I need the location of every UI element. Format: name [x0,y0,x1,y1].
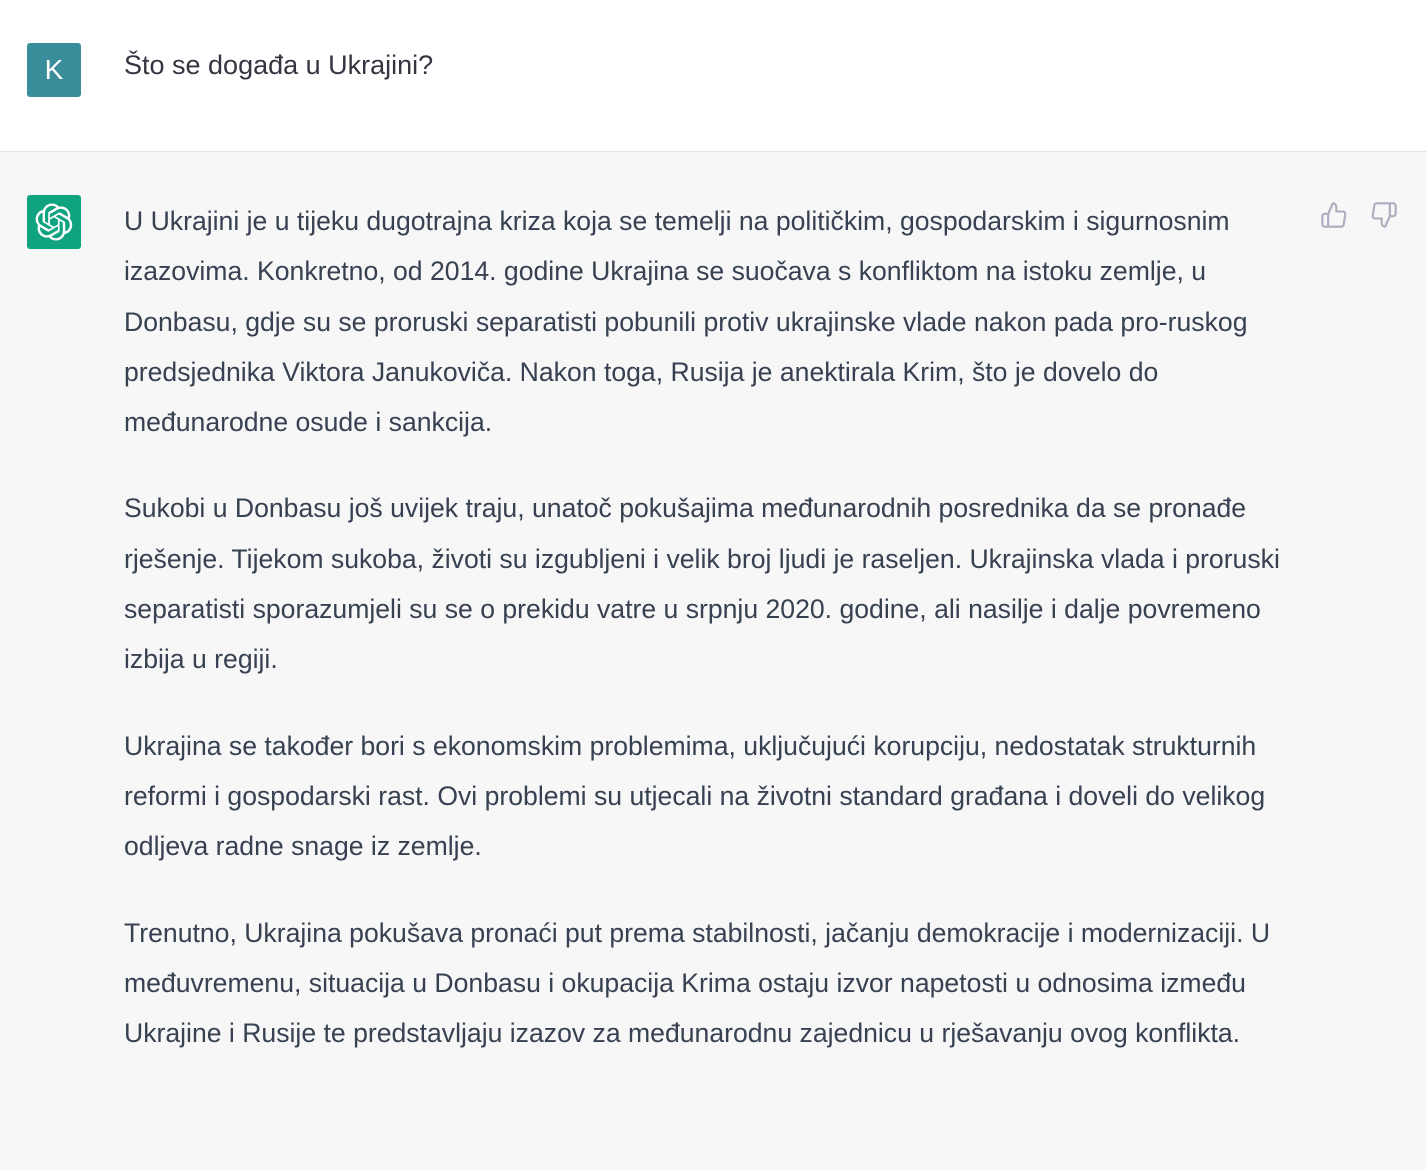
thumbs-down-icon [1370,201,1398,234]
assistant-message-text [124,196,1304,1094]
thumbs-down-button[interactable] [1368,201,1400,233]
assistant-message-row [0,152,1426,1170]
user-message-text: Što se događa u Ukrajini? [124,50,434,80]
answer-paragraph: Trenutno, Ukrajina pokušava pronaći put prema stabilnosti, jačanju demokracije i modernizaciji. U međuvremenu, situacija u Donbasu i okupacija Krima ostaju izvor napetosti u odnosima između Ukrajine i Rusije te predstavljaju izazov za međunarodnu zajednicu u rješavanju ovog konflikta. [124,917,1271,1049]
answer-paragraph: Ukrajina se također bori s ekonomskim problemima, uključujući korupciju, nedostatak strukturnih reformi i gospodarski rast. Ovi problemi su utjecali na životni standard građana i doveli do velikog odljeva radne snage iz zemlje. [124,730,1266,862]
answer-paragraph: U Ukrajini je u tijeku dugotrajna kriza koja se temelji na političkim, gospodarskim i sigurnosnim izazovima. Konkretno, od 2014. godine Ukrajina se suočava s konfliktom na istoku zemlje, u Donbasu, gdje su se proruski separatisti pobunili protiv ukrajinske vlade nakon pada pro-ruskog predsjednika Viktora Janukoviča. Nakon toga, Rusija je anektirala Krim, što je dovelo do međunarodne osude i sankcija. [124,206,1248,438]
answer-paragraph: Sukobi u Donbasu još uvijek traju, unatoč pokušajima međunarodnih posrednika da se pronađe rješenje. Tijekom sukoba, životi su izgubljeni i velik broj ljudi je raseljen. Ukrajinska vlada i proruski separatisti sporazumjeli su se o prekidu vatre u srpnju 2020. godine, ali nasilje i dalje povremeno izbija u regiji. [124,493,1280,675]
openai-logo-icon [27,195,81,249]
thumbs-up-icon [1320,201,1348,234]
thumbs-up-button[interactable] [1318,201,1350,233]
user-avatar: K [27,43,81,97]
user-message-row [0,0,1426,152]
